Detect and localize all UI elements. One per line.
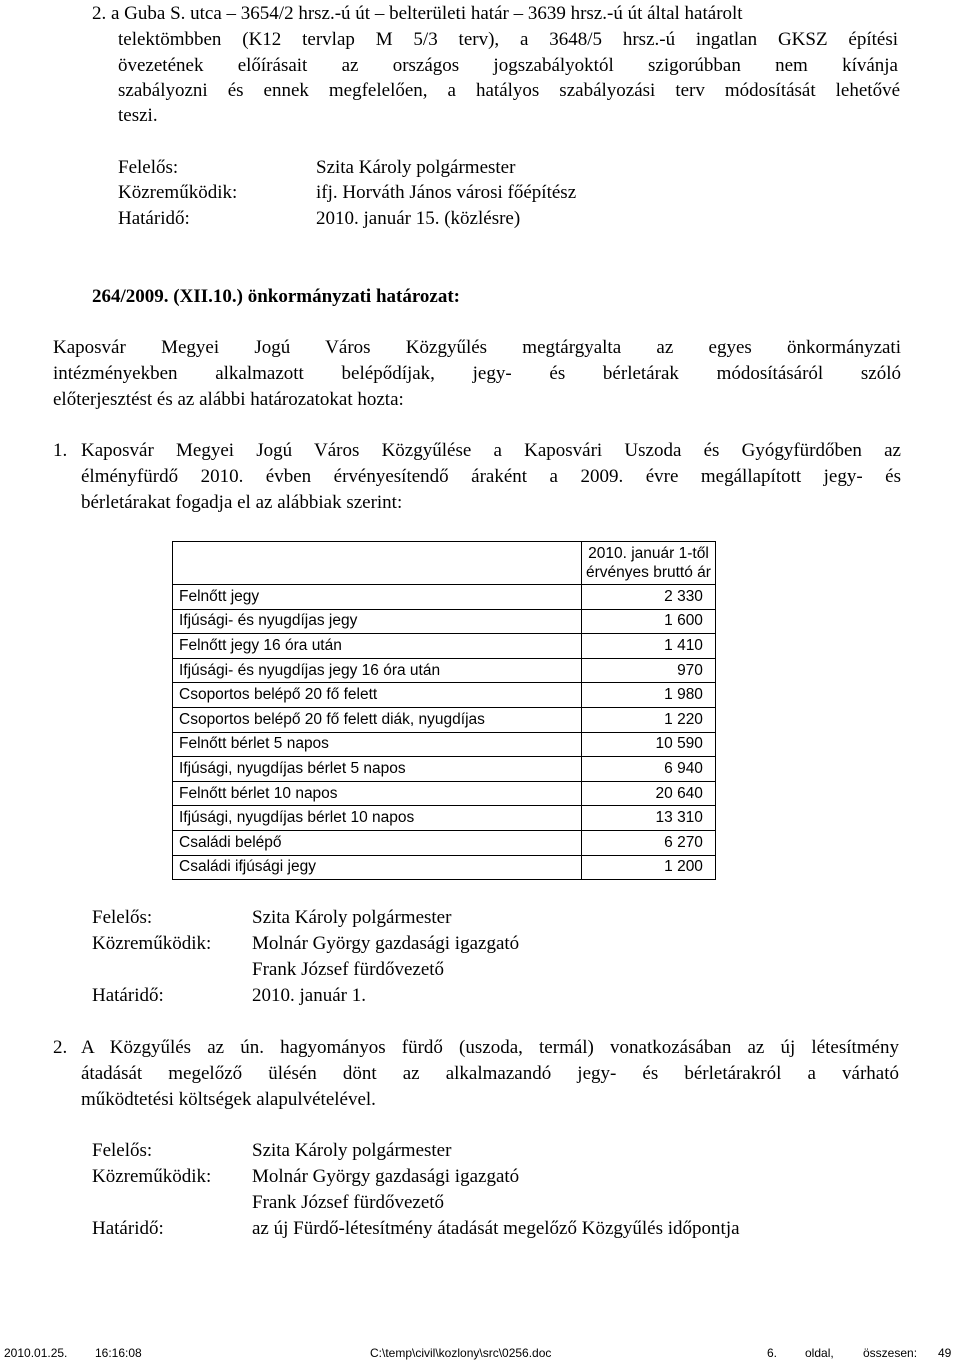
- table-row: [173, 757, 716, 782]
- resolution-title: 264/2009. (XII.10.) önkormányzati határozat:: [92, 286, 461, 307]
- hatarido-label: Határidő:: [92, 1218, 164, 1239]
- header-price-line: érvényes bruttó ár: [586, 564, 711, 581]
- felelos-value: Szita Károly polgármester: [252, 907, 452, 928]
- table-row: [173, 683, 716, 708]
- felelos-value: Szita Károly polgármester: [252, 1140, 452, 1161]
- row-name: Csoportos belépő 20 fő felett: [173, 683, 582, 708]
- row-name: Családi ifjúsági jegy: [173, 855, 582, 880]
- preamble-line: intézményekben alkalmazott belépődíjak, jegy- és bérletárak módosításáról szóló: [53, 363, 901, 384]
- hatarido-value: 2010. január 1.: [252, 985, 366, 1006]
- item-line: A Közgyűlés az ún. hagyományos fürdő (uszoda, termál) vonatkozásában az új létesítmény: [81, 1037, 899, 1058]
- row-price: 6 270: [582, 830, 716, 855]
- footer-page-label: oldal,: [805, 1346, 834, 1360]
- footer-time: 16:16:08: [95, 1346, 142, 1360]
- row-name: Felnőtt jegy: [173, 585, 582, 610]
- row-name: Csoportos belépő 20 fő felett diák, nyugdíjas: [173, 707, 582, 732]
- table-row: [173, 781, 716, 806]
- row-price: 970: [582, 658, 716, 683]
- footer-total-label: összesen:: [863, 1346, 918, 1360]
- row-name: Ifjúsági, nyugdíjas bérlet 5 napos: [173, 757, 582, 782]
- row-name: Ifjúsági- és nyugdíjas jegy 16 óra után: [173, 658, 582, 683]
- intro-line: övezetének előírásait az országos jogszabályoktól szigorúbban nem kívánja: [118, 55, 898, 76]
- felelos-label: Felelős:: [92, 1140, 153, 1161]
- table-row: [173, 732, 716, 757]
- hatarido-label: Határidő:: [92, 985, 164, 1006]
- hatarido-value: 2010. január 15. (közlésre): [316, 208, 521, 229]
- felelos-label: Felelős:: [118, 157, 179, 178]
- tariff-table: [172, 541, 716, 880]
- preamble-line: előterjesztést és az alábbi határozatokat hozta:: [53, 389, 404, 410]
- intro-line: szabályozni és ennek megfelelően, a hatályos szabályozási terv módosítását lehetővé: [118, 80, 900, 101]
- item-line: élményfürdő 2010. évben érvényesítendő áraként a 2009. évre megállapított jegy- és: [81, 466, 901, 487]
- table-row: [173, 806, 716, 831]
- kozremukodik-value: Frank József fürdővezető: [252, 1192, 445, 1213]
- row-price: 13 310: [582, 806, 716, 831]
- row-price: 6 940: [582, 757, 716, 782]
- row-price: 1 200: [582, 855, 716, 880]
- table-header-name: [173, 542, 582, 585]
- table-row: [173, 634, 716, 659]
- item-number: 1.: [53, 440, 68, 461]
- row-price: 2 330: [582, 585, 716, 610]
- row-name: Ifjúsági, nyugdíjas bérlet 10 napos: [173, 806, 582, 831]
- hatarido-label: Határidő:: [118, 208, 190, 229]
- kozremukodik-label: Közreműködik:: [118, 182, 238, 203]
- footer-date: 2010.01.25.: [4, 1346, 68, 1360]
- intro-line: telektömbben (K12 tervlap M 5/3 terv), a 3648/5 hrsz.-ú ingatlan GKSZ építési: [118, 29, 898, 50]
- table-row: [173, 855, 716, 880]
- footer-page: 6.: [767, 1346, 778, 1360]
- intro-line: teszi.: [118, 105, 158, 126]
- row-price: 1 410: [582, 634, 716, 659]
- kozremukodik-value: ifj. Horváth János városi főépítész: [316, 182, 577, 203]
- item-number: 2.: [53, 1037, 68, 1058]
- felelos-label: Felelős:: [92, 907, 153, 928]
- item-line: működtetési költségek alapulvételével.: [81, 1089, 376, 1110]
- footer-total: 49: [938, 1346, 952, 1360]
- table-row: [173, 830, 716, 855]
- header-price-line: 2010. január 1-től: [588, 545, 709, 562]
- row-price: 10 590: [582, 732, 716, 757]
- row-price: 1 600: [582, 609, 716, 634]
- kozremukodik-label: Közreműködik:: [92, 1166, 212, 1187]
- table-row: [173, 707, 716, 732]
- row-price: 1 980: [582, 683, 716, 708]
- kozremukodik-value: Frank József fürdővezető: [252, 959, 445, 980]
- felelos-value: Szita Károly polgármester: [316, 157, 516, 178]
- table-header-row: [173, 542, 716, 585]
- row-name: Felnőtt bérlet 5 napos: [173, 732, 582, 757]
- intro-line: 2. a Guba S. utca – 3654/2 hrsz.-ú út – belterületi határ – 3639 hrsz.-ú út által határolt: [92, 3, 743, 24]
- kozremukodik-label: Közreműködik:: [92, 933, 212, 954]
- row-price: 1 220: [582, 707, 716, 732]
- row-name: Családi belépő: [173, 830, 582, 855]
- item-line: bérletárakat fogadja el az alábbiak szerint:: [81, 492, 403, 513]
- row-name: Ifjúsági- és nyugdíjas jegy: [173, 609, 582, 634]
- item-line: Kaposvár Megyei Jogú Város Közgyűlése a Kaposvári Uszoda és Gyógyfürdőben az: [81, 440, 901, 461]
- table-row: [173, 658, 716, 683]
- item-line: átadását megelőző ülésén dönt az alkalmazandó jegy- és bérletárakról a várható: [81, 1063, 899, 1084]
- kozremukodik-value: Molnár György gazdasági igazgató: [252, 933, 520, 954]
- table-row: [173, 609, 716, 634]
- table-row: [173, 585, 716, 610]
- kozremukodik-value: Molnár György gazdasági igazgató: [252, 1166, 520, 1187]
- footer-path: C:\temp\civil\kozlony\src\0256.doc: [370, 1346, 552, 1360]
- row-price: 20 640: [582, 781, 716, 806]
- table-header-price: [582, 542, 716, 585]
- row-name: Felnőtt bérlet 10 napos: [173, 781, 582, 806]
- preamble-line: Kaposvár Megyei Jogú Város Közgyűlés megtárgyalta az egyes önkormányzati: [53, 337, 901, 358]
- row-name: Felnőtt jegy 16 óra után: [173, 634, 582, 659]
- hatarido-value: az új Fürdő-létesítmény átadását megelőző Közgyűlés időpontja: [252, 1218, 740, 1239]
